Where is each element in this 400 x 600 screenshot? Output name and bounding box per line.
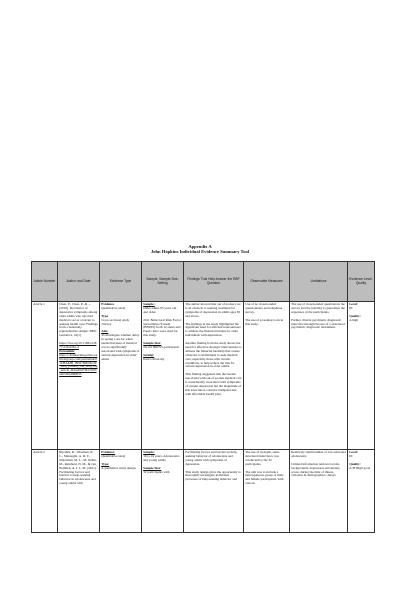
table-row: [32, 450, 375, 533]
sample-cell: [142, 302, 184, 450]
evidence-label: Evidence:: [101, 450, 116, 454]
article-number: Article 1: [33, 302, 45, 306]
level-label: Level:: [349, 450, 358, 454]
header-limitations: Limitations: [290, 262, 348, 302]
permalink-label: Permalink:: [59, 348, 76, 353]
limitations-paragraph: Further clinical psychiatric diagnostic interview through the use of a structured psychiatric diagnostic instrument.: [291, 317, 345, 330]
measures-cell: [244, 302, 290, 450]
evidence-type-cell: [100, 302, 142, 450]
author-citation: Ripollés, R., Wiseman, R. C., Mananghi, A. D. T., Waterman, M. L., M. Nahla, M., Reinhard, N. M., & van Ballinen, A. J. L. M. (2021). Facilitating factors and barriers to help-seeking behavior in adolescents and young adults with: [59, 450, 97, 486]
appendix-label: Appendix A: [188, 244, 212, 249]
table-header-row: [32, 262, 375, 302]
quality-value: A /B High good: [349, 465, 371, 470]
author-cell: [58, 450, 100, 533]
measures-cell: [244, 450, 290, 533]
level-value: III: [349, 453, 353, 458]
article-number: Article 2: [33, 450, 45, 454]
author-cell: [58, 302, 100, 450]
author-citation: Chen, Y., Chen, P., & ... (2016). Prevalence of depressive symptoms among older adults who reported medical cost as a barrier to seeking health care: Findings from a nationally representative sample. BMC Geriatrics, 16(1): [59, 302, 98, 338]
aim-label: Aim:: [101, 329, 109, 334]
findings-paragraph: Facilitating factors and barriers in help-seeking behavior of adolescents and young adults with symptoms of depression.: [185, 450, 238, 466]
measures-paragraph: The use of screening tools in this study.: [245, 317, 284, 326]
sample-setting-value: 2011 Behavioral Risk Factor Surveillance System (BFRSS) from 12 states and Puerto Rico were used for this study.: [143, 317, 182, 338]
findings-paragraph: This study design gives the opportunity to thoroughly investigate individual processes of help-seeking behavior and: [185, 469, 241, 482]
quality-value: A high: [349, 317, 359, 322]
document-heading: [0, 244, 400, 255]
evidence-type-value: Quantitative study: [101, 453, 126, 458]
sample-label: Sample:: [143, 302, 155, 306]
measures-paragraph: The use of in-depth, semi-structured interviews was conducted by the 32 participants.: [245, 450, 280, 466]
evidence-label: Evidence: [101, 302, 115, 306]
level-label: Level:: [349, 302, 358, 306]
type-value: Cross sectional study /Survey: [101, 317, 130, 326]
measures-paragraph: Use of no closed-ended questionnaire and telephone survey.: [245, 302, 283, 314]
sample-cell: [142, 450, 184, 533]
quality-label: Quality:: [349, 313, 361, 318]
doi-link[interactable]: https://doi.org/10.1186/s12877-016-0261-2: [59, 341, 97, 349]
header-findings: Findings That Help Answer the EBP Question: [184, 262, 244, 302]
header-evidence-level: Evidence Level, Quality: [348, 262, 375, 302]
measures-paragraph: The aim was to include a heterogeneous group of male and female participants, with various: [245, 469, 284, 486]
limitations-cell: [290, 302, 348, 450]
findings-paragraph: The author showed that out of pocket cost is an obstacle to seeking treatment for symptoms of depression in adults ages 65 and above.: [185, 302, 241, 318]
limitations-paragraph: Relatively small number of low-educated adolescents: [291, 450, 346, 458]
evidence-level-cell: [348, 450, 375, 533]
sample-size-label: Sample Size:: [143, 465, 162, 470]
findings-paragraph: Another finding from the study shows the need for effective strategic interventions to address the financial hardship that causes obstacles to individuals to seek medical care, especially those with chronic conditions, to help reduce the risk for current depression in older adults.: [185, 341, 242, 369]
aim-value: To investigate whether delay in seeing a doctor when needed because of medical cost is significantly associated with symptoms of current depression in older adults: [101, 333, 140, 361]
sample-label: Sample:: [143, 450, 155, 454]
article-cell: [32, 450, 58, 533]
table-row: [32, 302, 375, 450]
setting-value: Kent University: [143, 356, 165, 361]
findings-cell: [184, 450, 244, 533]
evidence-type-cell: [100, 450, 142, 533]
sample-size-value: 29,110 BRFSS participants: [143, 344, 180, 349]
limitations-paragraph: The use of closed-ended questions in the survey and the inability to generalize the responses of the participants.: [291, 302, 345, 314]
sample-size-label: Sample Size:: [143, 341, 162, 346]
findings-paragraph: This finding suggested that the burden associated with out-of-pocket medical cost is considerably associated with symptoms of current depression but the magnitude of this association could be mitigated due with affordable health plan.: [185, 372, 242, 396]
limitations-cell: [290, 450, 348, 533]
level-value: III: [349, 305, 353, 310]
evidence-type-value: Quantitative study: [101, 305, 126, 310]
evidence-summary-table: [31, 261, 375, 533]
type-value: A qualitative study design.: [101, 465, 137, 470]
sample-size-value: 32 participants with: [143, 469, 170, 474]
limitations-paragraph: Limited information retrieved on the backgrounds, depression and anxiety scores during the time of illness, variation in demographics, delays: [291, 461, 340, 478]
findings-cell: [184, 302, 244, 450]
permalink-link[interactable]: https://chamberlain.primo.exlibrisgroup.com/permalink/01CHAMB_INST/8ftbb6/cdi_doaj_primary_oai_doaj_org_article_4f2ae6b27f617a0f5ed05f024f6f8f55: [59, 352, 98, 377]
article-cell: [32, 302, 58, 450]
sample-value: Older adults 65 years old and older.: [143, 305, 177, 314]
type-label: Type:: [101, 461, 110, 466]
quality-label: Quality:: [349, 461, 361, 466]
document-title: John Hopkins Individual Evidence Summary Tool: [150, 249, 250, 255]
sample-value: 16 to 24 years, Adolescents and young adults: [143, 453, 180, 462]
header-article-number: Article Number: [32, 262, 58, 302]
findings-paragraph: The findings in the study highlighted the significant need for efficient interventions to address the financial burden for older individuals with depression.: [185, 321, 241, 338]
header-author-date: Author and Date: [58, 262, 100, 302]
header-observable-measures: Observable Measures: [244, 262, 290, 302]
header-evidence-type: Evidence Type: [100, 262, 142, 302]
evidence-level-cell: [348, 302, 375, 450]
header-sample: Sample, Sample Size, Setting: [142, 262, 184, 302]
setting-label: Setting:: [143, 352, 155, 357]
type-label: Type: [101, 313, 109, 318]
